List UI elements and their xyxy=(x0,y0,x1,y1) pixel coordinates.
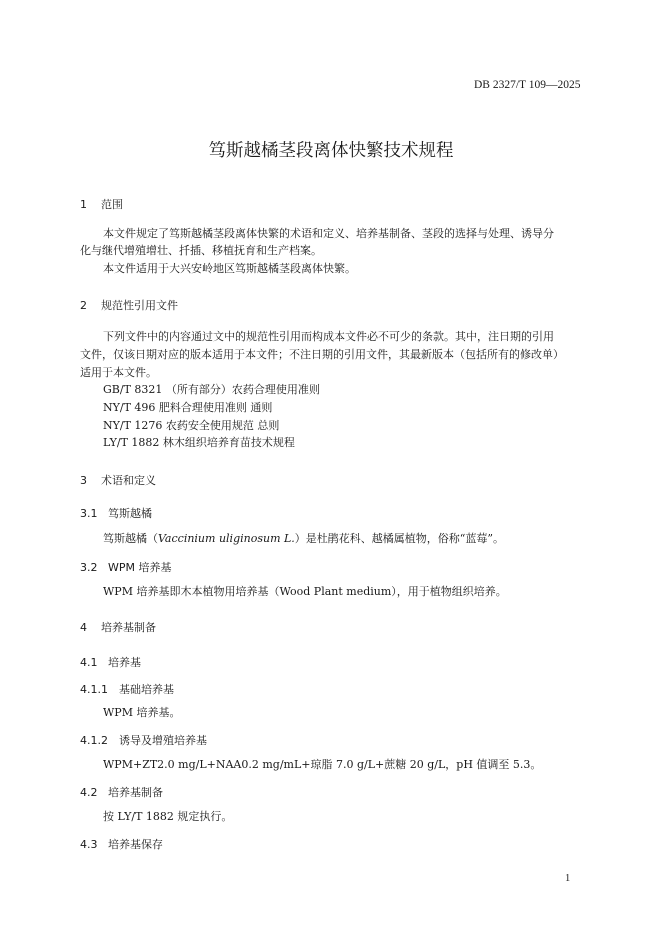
section-number: 3.2 xyxy=(80,561,98,574)
text-run: ）是杜鹃花科、越橘属植物，俗称“蓝莓”。 xyxy=(294,532,505,545)
subsection-3-1-heading xyxy=(80,505,152,521)
section-title: 诱导及增殖培养基 xyxy=(119,734,207,747)
reference-item: NY/T 1276 农药安全使用规范 总则 xyxy=(103,419,280,432)
paragraph-line: 化与继代增殖增壮、扦插、移植抚育和生产档案。 xyxy=(80,244,322,257)
subsection-3-2-heading xyxy=(80,559,172,575)
section-title: 规范性引用文件 xyxy=(101,299,178,312)
section-number: 4 xyxy=(80,621,87,634)
reference-item: NY/T 496 肥料合理使用准则 通则 xyxy=(103,401,273,414)
subsection-4-1-2-heading xyxy=(80,732,207,748)
definition-paragraph: WPM 培养基即木本植物用培养基（Wood Plant medium），用于植物组织培养。 xyxy=(103,585,507,598)
reference-item: GB/T 8321 （所有部分）农药合理使用准则 xyxy=(103,383,320,396)
paragraph-line: 适用于本文件。 xyxy=(80,366,157,379)
standard-code: DB 2327/T 109—2025 xyxy=(474,79,581,91)
subsection-4-3-heading xyxy=(80,836,163,852)
text-run: 笃斯越橘（ xyxy=(103,532,158,545)
page-number: 1 xyxy=(565,873,571,884)
section-number: 3 xyxy=(80,474,87,487)
section-title: WPM 培养基 xyxy=(108,561,172,574)
section-title: 培养基 xyxy=(108,656,141,669)
section-number: 1 xyxy=(80,198,87,211)
section-title: 培养基制备 xyxy=(101,621,156,634)
paragraph-line: 下列文件中的内容通过文中的规范性引用而构成本文件必不可少的条款。其中，注日期的引用 xyxy=(103,330,554,343)
paragraph-line: WPM 培养基。 xyxy=(103,706,181,719)
section-number: 4.1.1 xyxy=(80,683,108,696)
subsection-4-2-heading xyxy=(80,784,163,800)
section-1-heading xyxy=(80,196,123,212)
section-title: 笃斯越橘 xyxy=(108,507,152,520)
paragraph-line: 文件，仅该日期对应的版本适用于本文件；不注日期的引用文件，其最新版本（包括所有的修改单） xyxy=(80,348,564,361)
section-number: 4.3 xyxy=(80,838,98,851)
document-title: 笃斯越橘茎段离体快繁技术规程 xyxy=(208,141,454,161)
section-3-heading xyxy=(80,472,156,488)
section-number: 3.1 xyxy=(80,507,98,520)
section-number: 4.1 xyxy=(80,656,98,669)
latin-name: Vaccinium uliginosum L. xyxy=(158,532,295,545)
paragraph-line: 本文件规定了笃斯越橘茎段离体快繁的术语和定义、培养基制备、茎段的选择与处理、诱导分 xyxy=(103,227,554,240)
section-number: 2 xyxy=(80,299,87,312)
section-4-heading xyxy=(80,619,156,635)
section-title: 基础培养基 xyxy=(119,683,174,696)
definition-paragraph xyxy=(103,532,504,546)
section-title: 术语和定义 xyxy=(101,474,156,487)
subsection-4-1-heading xyxy=(80,654,141,670)
section-title: 培养基制备 xyxy=(108,786,163,799)
section-title: 范围 xyxy=(101,198,123,211)
paragraph-line: WPM+ZT2.0 mg/L+NAA0.2 mg/mL+琼脂 7.0 g/L+蔗糖 20 g/L，pH 值调至 5.3。 xyxy=(103,758,542,771)
paragraph-line: 本文件适用于大兴安岭地区笃斯越橘茎段离体快繁。 xyxy=(103,262,356,275)
section-title: 培养基保存 xyxy=(108,838,163,851)
paragraph-line: 按 LY/T 1882 规定执行。 xyxy=(103,810,233,823)
reference-item: LY/T 1882 林木组织培养育苗技术规程 xyxy=(103,436,295,449)
section-number: 4.2 xyxy=(80,786,98,799)
section-2-heading xyxy=(80,297,178,313)
subsection-4-1-1-heading xyxy=(80,681,174,697)
section-number: 4.1.2 xyxy=(80,734,108,747)
